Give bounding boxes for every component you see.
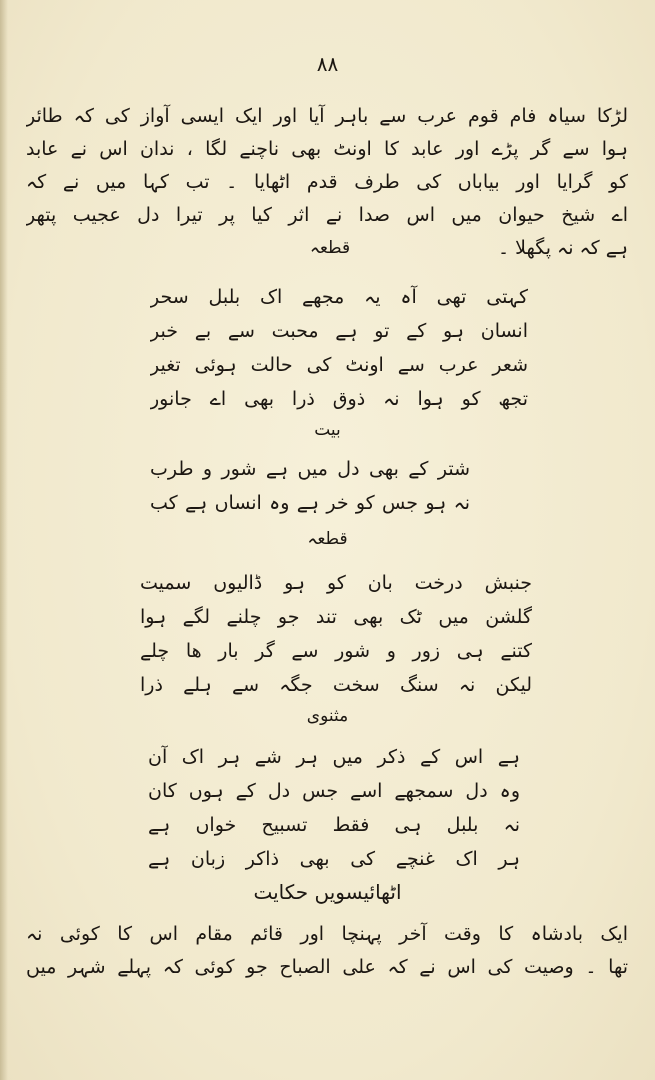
paragraph-2: [26, 918, 628, 984]
verse-line: کتنے ہی زور و شور سے گر بار ھا چلے: [140, 640, 532, 662]
verse-line: گلشن میں ٹک بھی تند جو چلنے لگے ہوا: [140, 606, 532, 628]
bait-verses: [150, 452, 470, 520]
paragraph-1-line: اے شیخ حیوان میں اس صدا نے اثر کیا پر تیرا دل عجیب پتھر: [26, 204, 628, 226]
verse-line: وہ دل سمجھے اسے جس دل کے ہوں کان: [148, 780, 520, 802]
heading-qita-1: قطعہ: [309, 238, 351, 258]
verse-line: لیکن نہ سنگ سخت جگہ سے ہلے ذرا: [140, 674, 532, 696]
heading-qita-2: قطعہ: [307, 529, 348, 549]
masnavi-verses: [148, 740, 520, 876]
paragraph-2-line: ایک بادشاہ کا وقت آخر پہنچا اور قائم مقام اس کا کوئی نہ: [26, 923, 628, 945]
page-number: ۸۸: [316, 52, 339, 76]
verse-line: شعر عرب سے اونٹ کی حالت ہوئی تغیر: [150, 354, 528, 376]
heading-masnavi: مثنوی: [306, 706, 349, 726]
verse-line: نہ بلبل ہی فقط تسبیح خواں ہے: [148, 814, 520, 836]
verse-line: نہ ہو جس کو خر ہے وہ انساں ہے کب: [150, 492, 470, 514]
verse-line: ہے اس کے ذکر میں ہر شے ہر اک آن: [148, 746, 520, 768]
paragraph-1-line: ہے کہ نہ پگھلا ۔: [497, 237, 628, 259]
verse-line: جنبش درخت بان کو ہو ڈالیوں سمیت: [140, 572, 532, 594]
verse-line: تجھ کو ہوا نہ ذوق ذرا بھی اے جانور: [150, 388, 528, 410]
paragraph-1-line: کو گرایا اور بیاباں کی طرف قدم اٹھایا ۔ تب کہا میں نے کہ: [26, 171, 628, 193]
paragraph-2-line: تھا ۔ وصیت کی اس نے کہ علی الصباح جو کوئی کہ پہلے شہر میں: [26, 956, 628, 978]
verse-line: شتر کے بھی دل میں ہے شور و طرب: [150, 458, 470, 480]
qita-2-verses: [140, 566, 532, 702]
verse-line: انسان ہو کے تو ہے محبت سے بے خبر: [150, 320, 528, 342]
verse-line: کہتی تھی آہ یہ مجھے اک بلبل سحر: [150, 286, 528, 308]
paragraph-1-line: لڑکا سیاہ فام قوم عرب سے باہر آیا اور ایک ایسی آواز کی کہ طائر: [26, 105, 628, 127]
heading-bait: بیت: [314, 420, 341, 440]
verse-line: ہر اک غنچے کی بھی ذاکر زبان ہے: [148, 848, 520, 870]
story-title: اٹھائیسویں حکایت: [253, 880, 402, 904]
paragraph-1-line: ہوا سے گر پڑے اور عابد کا اونٹ بھی ناچنے لگا ، ندان اس نے عابد: [26, 138, 628, 160]
qita-1-verses: [150, 280, 528, 416]
